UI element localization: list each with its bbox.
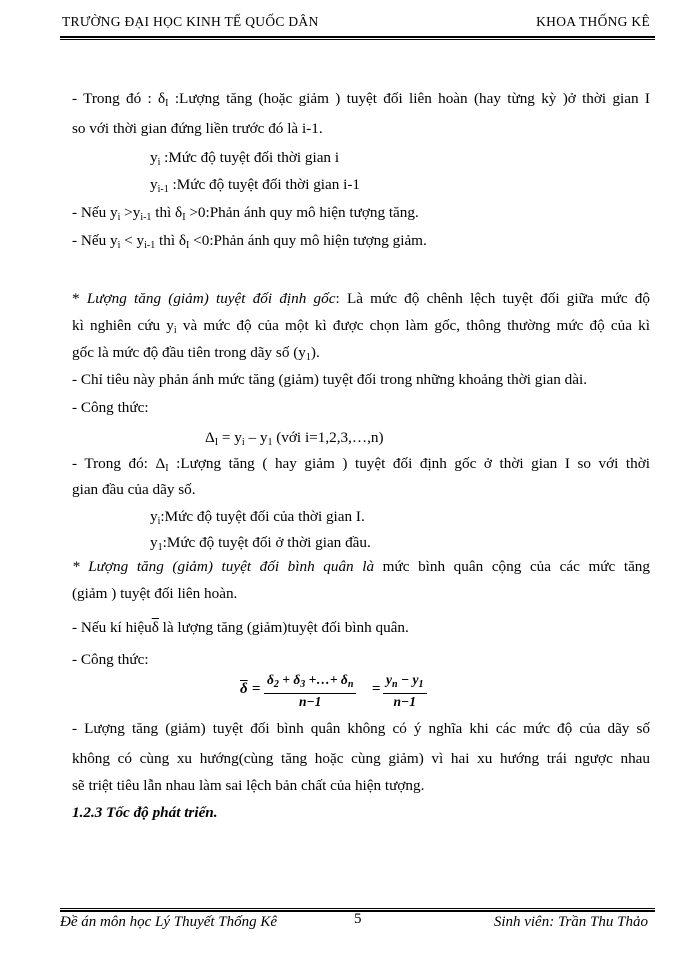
formula-frac2 (383, 672, 427, 710)
s2-line2: kì nghiên cứu $y_i$ và mức độ của một kì được chọn làm gốc, thông thường mức độ của kì (72, 317, 650, 336)
s2-line4: - Chỉ tiêu này phản ánh mức tăng (giảm) tuyệt đối trong những khoảng thời gian dài. (72, 371, 588, 388)
frac1-denominator: n−1 (298, 694, 322, 709)
footer-course: Đề án môn học Lý Thuyết Thống Kê (60, 914, 278, 930)
s1-yi1-def: $y_{i-1}$ :Mức độ tuyệt đối thời gian i-1 (150, 176, 361, 195)
header-faculty: KHOA THỐNG KÊ (536, 14, 650, 29)
s3-formula (240, 672, 430, 712)
s1-if-increase: - Nếu $y_i >y_{i-1}$ thì $\delta_I$ >0:Phản ánh quy mô hiện tượng tăng. (72, 204, 419, 223)
s2-formula-label: - Công thức: (72, 399, 149, 416)
s2-title-line: * Lượng tăng (giảm) tuyệt đối định gốc: Là mức độ chênh lệch tuyệt đối giữa mức độ (72, 290, 650, 307)
frac2-denominator: n−1 (393, 694, 416, 709)
s2-line3: gốc là mức độ đầu tiên trong dãy số $(y_1)$. (72, 344, 320, 363)
s3-line5: - Lượng tăng (giảm) tuyệt đối bình quân không có ý nghĩa khi các mức độ của dãy số (72, 720, 650, 737)
s2-line7: gian đầu của dãy số. (72, 481, 196, 498)
formula-eq2: = (372, 681, 381, 697)
header-rule (60, 36, 655, 40)
s3-symbol-line: - Nếu kí $hiệu\overline{\delta}$ là lượng tăng (giảm)tuyệt đối bình quân. (72, 619, 409, 636)
s3-line7: sẽ triệt tiêu lẫn nhau làm sai lệch bản chất của hiện tượng. (72, 777, 425, 794)
s1-line1: - Trong đó : $\delta_I$ :Lượng tăng (hoặc giảm ) tuyệt đối liên hoàn (hay từng kỳ )ở thời gian I (72, 90, 650, 109)
s2-where-line: - Trong đó: $\Delta_I$ :Lượng tăng ( hay giảm ) tuyệt đối định gốc ở thời gian I so với thời (72, 455, 650, 474)
footer-student: Sinh viên: Trần Thu Thảo (493, 914, 648, 930)
page-number: 5 (354, 911, 362, 927)
s1-line2: so với thời gian đứng liền trước đó là i-1. (72, 120, 323, 137)
s2-formula: $\Delta_I = y_i - y_1$ (với i=1,2,3,…,n) (205, 429, 384, 448)
header-school: TRƯỜNG ĐẠI HỌC KINH TẾ QUỐC DÂN (62, 14, 319, 29)
s3-line6: không có cùng xu hướng(cùng tăng hoặc cùng giảm) vì hai xu hướng trái ngược nhau (72, 750, 650, 767)
formula-lhs: $\overline{\delta}$ (240, 681, 248, 697)
s1-yi-def: $y_i$ :Mức độ tuyệt đối thời gian i (150, 149, 340, 168)
s2-def-y1: $y_1:Mức$ độ tuyệt đối ở thời gian đầu. (150, 534, 371, 553)
s3-formula-label: - Công thức: (72, 651, 149, 668)
s3-title-line: * Lượng tăng (giảm) tuyệt đối bình quân là mức bình quân cộng của các mức tăng (72, 558, 650, 575)
s3-line2: (giảm ) tuyệt đối liên hoàn. (72, 585, 238, 602)
formula-frac1 (264, 672, 356, 710)
section-heading: 1.2.3 Tốc độ phát triển. (72, 804, 218, 821)
s1-if-decrease: - Nếu $y_i < y_{i-1}$ thì $\delta_I$ <0:Phản ánh quy mô hiện tượng giảm. (72, 232, 427, 251)
formula-eq1: = (252, 681, 261, 697)
s2-def-yi: $y_i:Mức$ độ tuyệt đối của thời gian I. (150, 508, 365, 527)
frac2-numerator: $y_n - y_1$ (386, 672, 424, 690)
frac1-numerator: $\delta_2 + \delta_3$ +…+ $\delta_n$ (267, 672, 354, 690)
